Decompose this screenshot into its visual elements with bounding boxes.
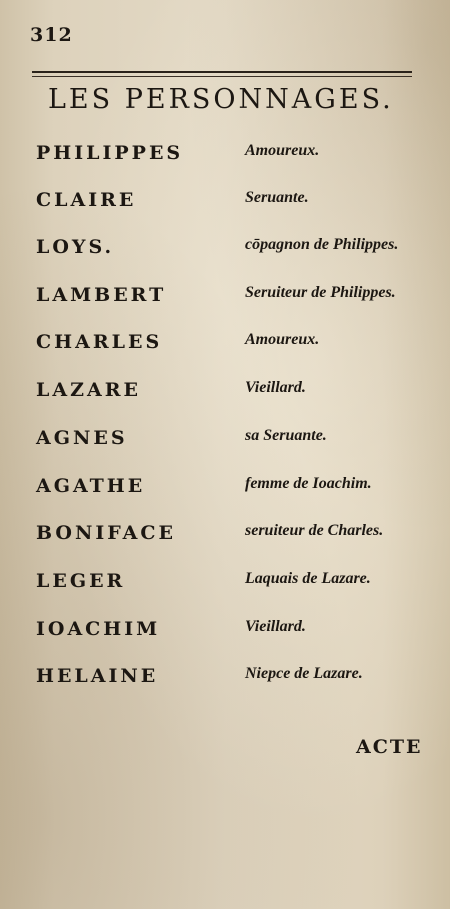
header-rule — [32, 71, 412, 73]
character-role: Niepce de Lazare. — [245, 665, 363, 682]
cast-row — [0, 618, 450, 648]
character-name: AGNES — [36, 427, 128, 449]
character-name: IOACHIM — [36, 618, 161, 640]
character-name: LOYS. — [36, 236, 115, 258]
cast-row — [0, 236, 450, 266]
character-name: CLAIRE — [36, 189, 137, 211]
cast-row — [0, 189, 450, 219]
character-role: Seruante. — [245, 189, 309, 206]
cast-row — [0, 379, 450, 409]
cast-row — [0, 475, 450, 505]
character-role: Seruiteur de Philippes. — [245, 284, 396, 301]
character-role: Vieillard. — [245, 618, 306, 635]
page-heading: LES PERSONNAGES. — [48, 84, 394, 115]
character-name: LAZARE — [36, 379, 141, 401]
character-name: BONIFACE — [36, 522, 176, 544]
character-name: HELAINE — [36, 665, 159, 687]
header-rule-thin — [32, 76, 412, 77]
character-role: Laquais de Lazare. — [245, 570, 371, 587]
character-role: seruiteur de Charles. — [245, 522, 384, 539]
character-role: Amoureux. — [245, 331, 320, 348]
cast-row — [0, 570, 450, 600]
character-role: cōpagnon de Philippes. — [245, 236, 399, 253]
cast-row — [0, 427, 450, 457]
character-name: LAMBERT — [36, 284, 167, 306]
character-name: CHARLES — [36, 331, 163, 353]
character-role: Amoureux. — [245, 142, 320, 159]
character-name: AGATHE — [36, 475, 146, 497]
character-role: Vieillard. — [245, 379, 306, 396]
page-number: 312 — [30, 24, 73, 46]
cast-row — [0, 284, 450, 314]
character-name: LEGER — [36, 570, 126, 592]
cast-row — [0, 142, 450, 172]
cast-row — [0, 522, 450, 552]
cast-row — [0, 331, 450, 361]
character-name: PHILIPPES — [36, 142, 184, 164]
character-role: femme de Ioachim. — [245, 475, 372, 492]
character-role: sa Seruante. — [245, 427, 327, 444]
cast-row — [0, 665, 450, 695]
catchword: ACTE — [356, 736, 423, 758]
